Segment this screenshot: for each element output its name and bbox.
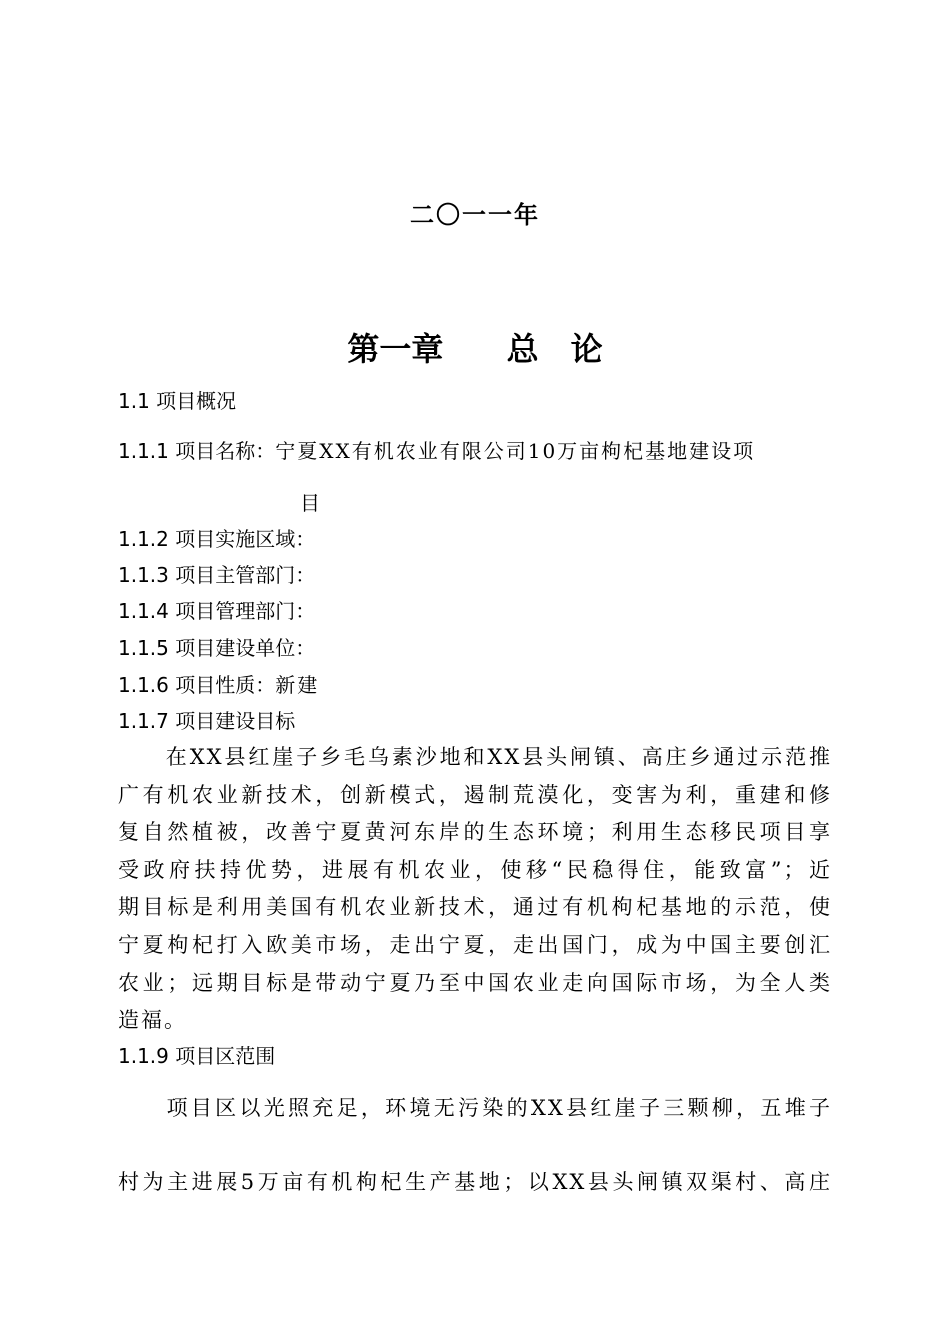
item-project-name — [118, 438, 755, 464]
paragraph-line: 项目区以光照充足，环境无污染的XX县红崖子三颗柳，五堆子 — [118, 1096, 832, 1120]
paragraph-line: 造福。 — [118, 1008, 187, 1033]
paragraph-line: 村为主进展5万亩有机枸杞生产基地；以XX县头闸镇双渠村、高庄 — [118, 1170, 832, 1194]
item-supervising-dept: 1.1.3 项目主管部门： — [118, 563, 316, 587]
paragraph-line: 在XX县红崖子乡毛乌素沙地和XX县头闸镇、高庄乡通过示范推 — [118, 745, 832, 769]
paragraph-line: 宁夏枸杞打入欧美市场，走出宁夏，走出国门，成为中国主要创汇 — [118, 932, 832, 957]
chapter-number: 第一章 — [347, 330, 444, 368]
item-value: 新建 — [275, 673, 320, 697]
item-implementation-area: 1.1.2 项目实施区域： — [118, 527, 316, 551]
item-label: 1.1.6 项目性质： — [118, 673, 276, 697]
paragraph-line: 受政府扶持优势，进展有机农业，使移“民稳得住，能致富”；近 — [118, 857, 832, 882]
paragraph-line: 复自然植被，改善宁夏黄河东岸的生态环境；利用生态移民项目享 — [118, 820, 832, 845]
goal-paragraph — [118, 739, 832, 1040]
chapter-heading — [0, 324, 950, 370]
item-project-nature — [118, 672, 319, 698]
item-label: 1.1.1 项目名称： — [118, 439, 276, 463]
item-project-area-range: 1.1.9 项目区范围 — [118, 1044, 276, 1068]
paragraph-line: 广有机农业新技术，创新模式，遏制荒漠化，变害为利，重建和修 — [118, 782, 832, 807]
item-construction-unit: 1.1.5 项目建设单位： — [118, 636, 316, 660]
item-value: 宁夏XX有机农业有限公司10万亩枸杞基地建设项 — [275, 439, 756, 463]
section-heading-1-1: 1.1 项目概况 — [118, 389, 237, 413]
paragraph-line: 农业；远期目标是带动宁夏乃至中国农业走向国际市场，为全人类 — [118, 970, 832, 995]
item-construction-goal: 1.1.7 项目建设目标 — [118, 709, 296, 733]
paragraph-line: 期目标是利用美国有机农业新技术，通过有机枸杞基地的示范，使 — [118, 895, 832, 920]
chapter-title: 总 论 — [506, 330, 603, 368]
item-project-name-continuation: 目 — [300, 491, 320, 515]
item-management-dept: 1.1.4 项目管理部门： — [118, 599, 316, 623]
year-title: 二〇一一年 — [410, 201, 540, 229]
